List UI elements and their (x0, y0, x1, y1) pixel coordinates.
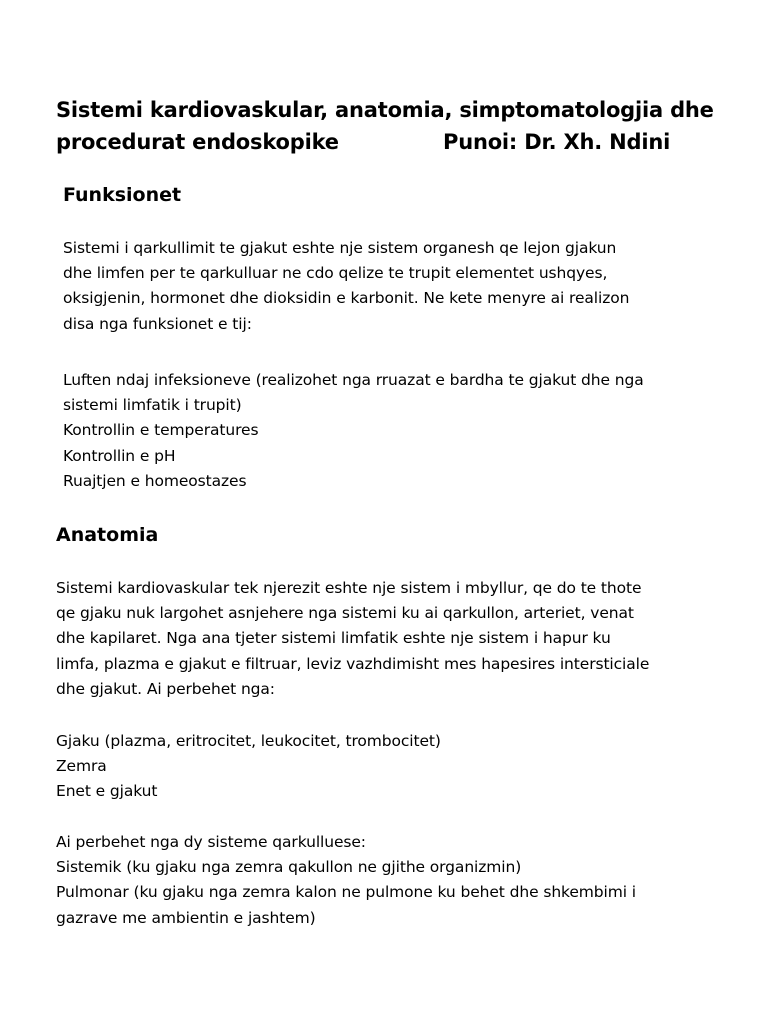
list-components (56, 729, 441, 805)
list-item: Sistemik (ku gjaku nga zemra qakullon ne gjithe organizmin) (56, 858, 522, 877)
text-line: dhe kapilaret. Nga ana tjeter sistemi limfatik eshte nje sistem i hapur ku (56, 629, 611, 648)
title-line-2: procedurat endoskopike (56, 130, 339, 154)
author-credit: Punoi: Dr. Xh. Ndini (443, 130, 671, 154)
list-item: Pulmonar (ku gjaku nga zemra kalon ne pulmone ku behet dhe shkembimi i (56, 883, 636, 902)
paragraph-circulation (56, 830, 636, 931)
text-line: limfa, plazma e gjakut e filtruar, leviz vazhdimisht mes hapesires intersticiale (56, 654, 650, 673)
text-line: oksigjenin, hormonet dhe dioksidin e karbonit. Ne kete menyre ai realizon (63, 289, 630, 308)
list-item: Kontrollin e pH (63, 446, 176, 465)
text-line: dhe limfen per te qarkulluar ne cdo qelize te trupit elementet ushqyes, (63, 264, 608, 283)
paragraph-anatomia-intro (56, 576, 649, 702)
text-line: gazrave me ambientin e jashtem) (56, 908, 316, 927)
list-item: Luften ndaj infeksioneve (realizohet nga rruazat e bardha te gjakut dhe nga (63, 371, 644, 389)
list-item: Enet e gjakut (56, 782, 158, 801)
list-item: sistemi limfatik i trupit) (63, 396, 242, 415)
document-title (56, 94, 736, 158)
list-item: Ruajtjen e homeostazes (63, 471, 247, 490)
list-item: Gjaku (plazma, eritrocitet, leukocitet, trombocitet) (56, 732, 441, 750)
title-line-1: Sistemi kardiovaskular, anatomia, simptomatologjia dhe (56, 98, 714, 122)
paragraph-funksionet-intro (63, 236, 629, 337)
text-line: Sistemi i qarkullimit te gjakut eshte nje sistem organesh qe lejon gjakun (63, 239, 617, 257)
list-functions (63, 368, 644, 494)
text-line: Ai perbehet nga dy sisteme qarkulluese: (56, 833, 366, 851)
heading-funksionet: Funksionet (63, 184, 182, 206)
text-line: Sistemi kardiovaskular tek njerezit eshte nje sistem i mbyllur, qe do te thote (56, 579, 642, 597)
list-item: Zemra (56, 757, 107, 776)
text-line: disa nga funksionet e tij: (63, 314, 252, 333)
heading-anatomia: Anatomia (56, 524, 159, 546)
text-line: qe gjaku nuk largohet asnjehere nga sistemi ku ai qarkullon, arteriet, venat (56, 604, 634, 623)
list-item: Kontrollin e temperatures (63, 421, 259, 440)
text-line: dhe gjakut. Ai perbehet nga: (56, 679, 275, 698)
